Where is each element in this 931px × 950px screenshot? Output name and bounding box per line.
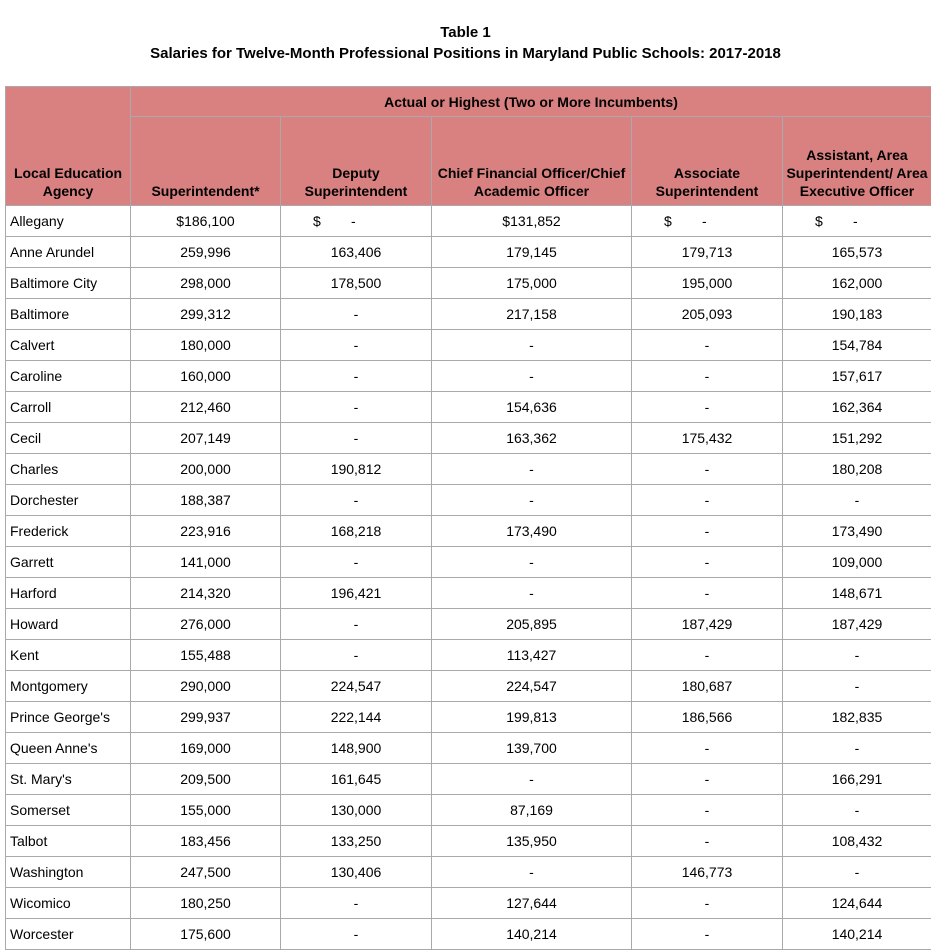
dash-value: - xyxy=(702,213,707,229)
table-row xyxy=(6,299,931,330)
assistant-cell: - xyxy=(783,671,931,702)
deputy-cell: - xyxy=(281,640,432,671)
agency-cell: Howard xyxy=(6,609,131,640)
cfo-cell: 139,700 xyxy=(432,733,632,764)
table-row xyxy=(6,485,931,516)
assistant-cell: - xyxy=(783,485,931,516)
deputy-cell: - xyxy=(281,609,432,640)
deputy-cell: - xyxy=(281,299,432,330)
associate-cell: - xyxy=(632,733,783,764)
cfo-cell: 217,158 xyxy=(432,299,632,330)
superintendent-cell: 247,500 xyxy=(131,857,281,888)
assistant-cell: 182,835 xyxy=(783,702,931,733)
table-row xyxy=(6,423,931,454)
assistant-cell: - xyxy=(783,733,931,764)
superintendent-cell: 209,500 xyxy=(131,764,281,795)
assistant-cell: 151,292 xyxy=(783,423,931,454)
assistant-cell: 166,291 xyxy=(783,764,931,795)
dash-value: - xyxy=(853,213,858,229)
table-row xyxy=(6,671,931,702)
assistant-cell: 162,000 xyxy=(783,268,931,299)
cfo-cell: 179,145 xyxy=(432,237,632,268)
assistant-cell: 190,183 xyxy=(783,299,931,330)
table-row xyxy=(6,640,931,671)
table-row xyxy=(6,609,931,640)
deputy-cell: - xyxy=(281,330,432,361)
header-cfo: Chief Financial Officer/Chief Academic Officer xyxy=(432,117,632,206)
agency-cell: Cecil xyxy=(6,423,131,454)
cfo-cell: $131,852 xyxy=(432,206,632,237)
agency-cell: Talbot xyxy=(6,826,131,857)
deputy-cell: 178,500 xyxy=(281,268,432,299)
associate-cell: 180,687 xyxy=(632,671,783,702)
header-assistant: Assistant, Area Superintendent/ Area Executive Officer xyxy=(783,117,931,206)
dollar-sign: $ xyxy=(815,213,823,229)
superintendent-cell: 180,000 xyxy=(131,330,281,361)
agency-cell: Calvert xyxy=(6,330,131,361)
agency-cell: Montgomery xyxy=(6,671,131,702)
cfo-cell: 154,636 xyxy=(432,392,632,423)
agency-cell: Baltimore xyxy=(6,299,131,330)
assistant-cell: 157,617 xyxy=(783,361,931,392)
agency-cell: Prince George's xyxy=(6,702,131,733)
agency-cell: Anne Arundel xyxy=(6,237,131,268)
deputy-cell: - xyxy=(281,888,432,919)
agency-cell: Garrett xyxy=(6,547,131,578)
cfo-cell: - xyxy=(432,547,632,578)
associate-cell: - xyxy=(632,888,783,919)
superintendent-cell: 214,320 xyxy=(131,578,281,609)
superintendent-cell: 223,916 xyxy=(131,516,281,547)
deputy-cell: - xyxy=(281,485,432,516)
cfo-cell: - xyxy=(432,454,632,485)
associate-cell: - xyxy=(632,764,783,795)
table-row xyxy=(6,516,931,547)
table-row xyxy=(6,919,931,950)
assistant-cell: 180,208 xyxy=(783,454,931,485)
associate-cell: - xyxy=(632,547,783,578)
header-superintendent: Superintendent* xyxy=(131,117,281,206)
superintendent-cell: $186,100 xyxy=(131,206,281,237)
agency-cell: Somerset xyxy=(6,795,131,826)
agency-cell: Kent xyxy=(6,640,131,671)
superintendent-cell: 160,000 xyxy=(131,361,281,392)
agency-cell: St. Mary's xyxy=(6,764,131,795)
cfo-cell: 135,950 xyxy=(432,826,632,857)
assistant-cell: 187,429 xyxy=(783,609,931,640)
cfo-cell: 173,490 xyxy=(432,516,632,547)
cfo-cell: 127,644 xyxy=(432,888,632,919)
table-row xyxy=(6,268,931,299)
table-row xyxy=(6,857,931,888)
deputy-cell: 130,406 xyxy=(281,857,432,888)
assistant-cell: 162,364 xyxy=(783,392,931,423)
associate-cell: 146,773 xyxy=(632,857,783,888)
table-row xyxy=(6,888,931,919)
header-deputy: Deputy Superintendent xyxy=(281,117,432,206)
assistant-cell: - xyxy=(783,857,931,888)
table-row xyxy=(6,764,931,795)
assistant-cell: 108,432 xyxy=(783,826,931,857)
associate-cell: - xyxy=(632,516,783,547)
superintendent-cell: 276,000 xyxy=(131,609,281,640)
associate-cell: - xyxy=(632,485,783,516)
salary-table xyxy=(5,86,931,950)
deputy-cell: 163,406 xyxy=(281,237,432,268)
cfo-cell: 224,547 xyxy=(432,671,632,702)
deputy-cell: 190,812 xyxy=(281,454,432,485)
superintendent-cell: 183,456 xyxy=(131,826,281,857)
agency-cell: Frederick xyxy=(6,516,131,547)
associate-cell: 179,713 xyxy=(632,237,783,268)
cfo-cell: - xyxy=(432,330,632,361)
table-number: Table 1 xyxy=(0,24,931,41)
cfo-cell: - xyxy=(432,764,632,795)
associate-cell: - xyxy=(632,392,783,423)
table-body xyxy=(6,206,931,950)
deputy-cell: 161,645 xyxy=(281,764,432,795)
associate-cell: - xyxy=(632,919,783,950)
agency-cell: Queen Anne's xyxy=(6,733,131,764)
assistant-cell: 173,490 xyxy=(783,516,931,547)
superintendent-cell: 169,000 xyxy=(131,733,281,764)
deputy-cell: - xyxy=(281,423,432,454)
superintendent-cell: 155,488 xyxy=(131,640,281,671)
cfo-cell: 140,214 xyxy=(432,919,632,950)
deputy-cell: 148,900 xyxy=(281,733,432,764)
associate-cell: 187,429 xyxy=(632,609,783,640)
superintendent-cell: 141,000 xyxy=(131,547,281,578)
associate-cell: - xyxy=(632,454,783,485)
superintendent-cell: 200,000 xyxy=(131,454,281,485)
cfo-cell: - xyxy=(432,578,632,609)
table-row xyxy=(6,795,931,826)
deputy-cell xyxy=(281,206,432,237)
deputy-cell: - xyxy=(281,547,432,578)
header-associate: Associate Superintendent xyxy=(632,117,783,206)
cfo-cell: - xyxy=(432,857,632,888)
associate-cell: - xyxy=(632,795,783,826)
table-row xyxy=(6,826,931,857)
dash-value: - xyxy=(351,213,356,229)
superintendent-cell: 299,312 xyxy=(131,299,281,330)
associate-cell xyxy=(632,206,783,237)
cfo-cell: - xyxy=(432,361,632,392)
table-row xyxy=(6,578,931,609)
table-row xyxy=(6,361,931,392)
deputy-cell: - xyxy=(281,919,432,950)
table-row xyxy=(6,330,931,361)
cfo-cell: 87,169 xyxy=(432,795,632,826)
agency-cell: Carroll xyxy=(6,392,131,423)
agency-cell: Caroline xyxy=(6,361,131,392)
associate-cell: - xyxy=(632,330,783,361)
agency-cell: Worcester xyxy=(6,919,131,950)
assistant-cell: 148,671 xyxy=(783,578,931,609)
assistant-cell: - xyxy=(783,640,931,671)
deputy-cell: 224,547 xyxy=(281,671,432,702)
superintendent-cell: 259,996 xyxy=(131,237,281,268)
header-group: Actual or Highest (Two or More Incumbents) xyxy=(131,87,931,117)
agency-cell: Washington xyxy=(6,857,131,888)
assistant-cell: - xyxy=(783,795,931,826)
table-row xyxy=(6,206,931,237)
deputy-cell: 130,000 xyxy=(281,795,432,826)
superintendent-cell: 299,937 xyxy=(131,702,281,733)
cfo-cell: 175,000 xyxy=(432,268,632,299)
agency-cell: Wicomico xyxy=(6,888,131,919)
superintendent-cell: 175,600 xyxy=(131,919,281,950)
cfo-cell: 205,895 xyxy=(432,609,632,640)
superintendent-cell: 155,000 xyxy=(131,795,281,826)
agency-cell: Baltimore City xyxy=(6,268,131,299)
superintendent-cell: 188,387 xyxy=(131,485,281,516)
superintendent-cell: 290,000 xyxy=(131,671,281,702)
table-row xyxy=(6,392,931,423)
dollar-sign: $ xyxy=(664,213,672,229)
deputy-cell: 196,421 xyxy=(281,578,432,609)
cfo-cell: 163,362 xyxy=(432,423,632,454)
assistant-cell: 140,214 xyxy=(783,919,931,950)
agency-cell: Allegany xyxy=(6,206,131,237)
associate-cell: 195,000 xyxy=(632,268,783,299)
associate-cell: 205,093 xyxy=(632,299,783,330)
deputy-cell: 222,144 xyxy=(281,702,432,733)
superintendent-cell: 212,460 xyxy=(131,392,281,423)
deputy-cell: 168,218 xyxy=(281,516,432,547)
superintendent-cell: 207,149 xyxy=(131,423,281,454)
table-title: Salaries for Twelve-Month Professional Positions in Maryland Public Schools: 2017-2018 xyxy=(0,45,931,62)
assistant-cell: 109,000 xyxy=(783,547,931,578)
assistant-cell: 124,644 xyxy=(783,888,931,919)
cfo-cell: 113,427 xyxy=(432,640,632,671)
cfo-cell: - xyxy=(432,485,632,516)
table-row xyxy=(6,547,931,578)
superintendent-cell: 180,250 xyxy=(131,888,281,919)
agency-cell: Charles xyxy=(6,454,131,485)
deputy-cell: - xyxy=(281,392,432,423)
header-agency: Local Education Agency xyxy=(6,87,131,206)
associate-cell: 186,566 xyxy=(632,702,783,733)
assistant-cell: 154,784 xyxy=(783,330,931,361)
superintendent-cell: 298,000 xyxy=(131,268,281,299)
table-row xyxy=(6,237,931,268)
assistant-cell xyxy=(783,206,931,237)
associate-cell: - xyxy=(632,578,783,609)
table-row xyxy=(6,733,931,764)
associate-cell: 175,432 xyxy=(632,423,783,454)
agency-cell: Harford xyxy=(6,578,131,609)
associate-cell: - xyxy=(632,640,783,671)
deputy-cell: 133,250 xyxy=(281,826,432,857)
associate-cell: - xyxy=(632,361,783,392)
agency-cell: Dorchester xyxy=(6,485,131,516)
dollar-sign: $ xyxy=(313,213,321,229)
cfo-cell: 199,813 xyxy=(432,702,632,733)
assistant-cell: 165,573 xyxy=(783,237,931,268)
table-row xyxy=(6,454,931,485)
associate-cell: - xyxy=(632,826,783,857)
deputy-cell: - xyxy=(281,361,432,392)
table-row xyxy=(6,702,931,733)
